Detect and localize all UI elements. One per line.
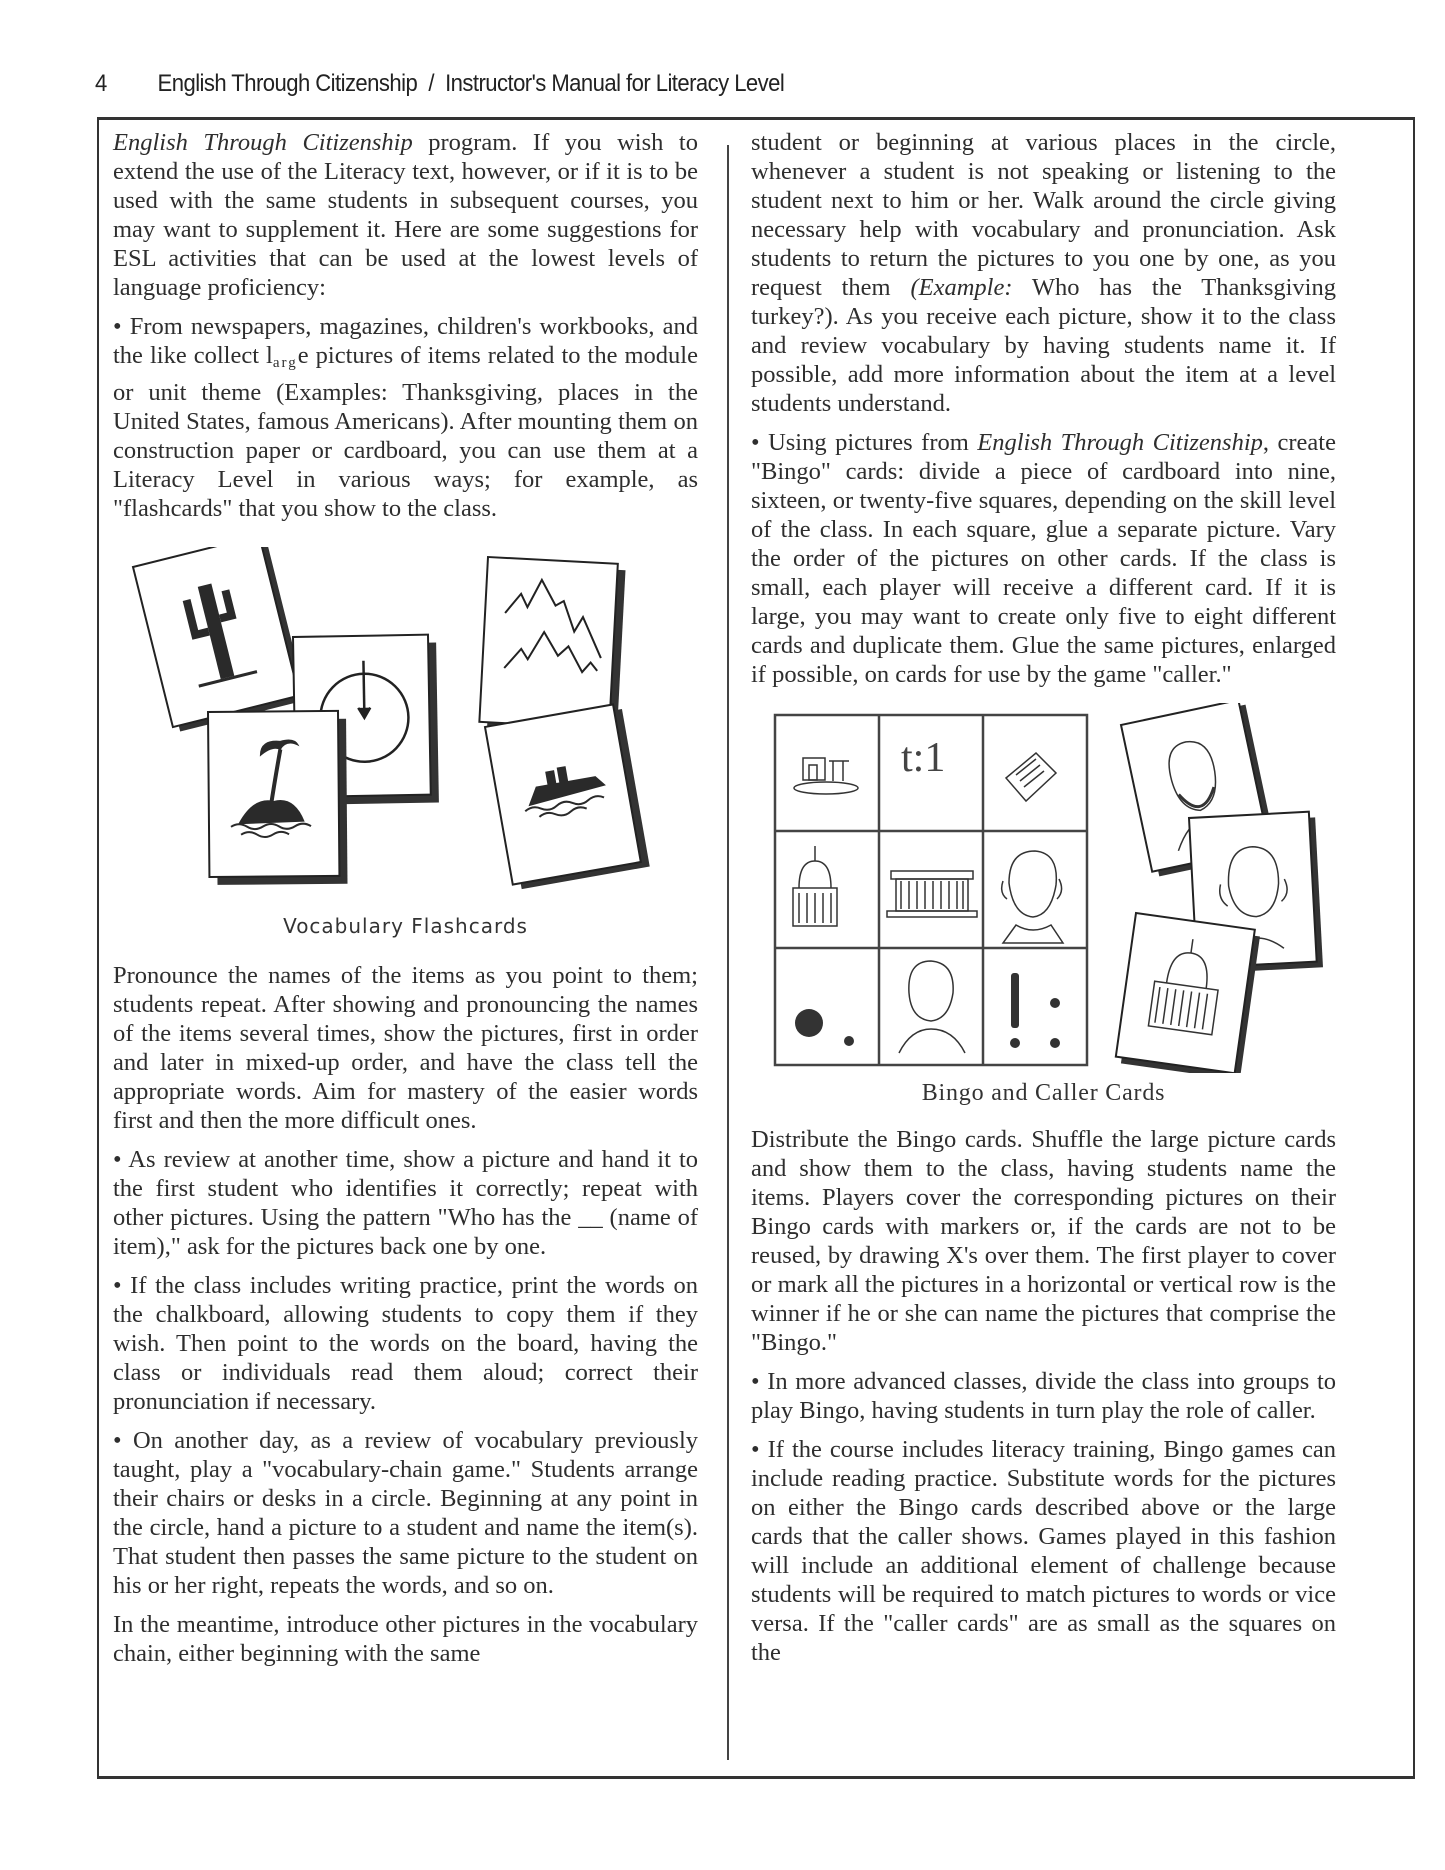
book-title-italic: English Through Citizenship — [113, 129, 413, 156]
monument-icon — [794, 758, 858, 794]
intro-paragraph: English Through Citizenship program. If you wish to extend the use of the Literacy text, however, or if it is to be used with the same students in subsequent courses, you may want to supplement it. Here are some suggestions for ESL activities that can be used at the lowest levels of language proficiency: — [113, 129, 698, 301]
running-header — [95, 70, 784, 98]
bingo-caller-figure — [751, 703, 1336, 1073]
ship-card — [485, 703, 650, 890]
president-portrait-icon — [899, 961, 965, 1053]
pronounce-paragraph: Pronounce the names of the items as you point to them; students repeat. After showing and pronouncing the names of the items several times, show the pictures, first in order and later in mixed-up order, and have the class tell the appropriate words. Aim for mastery of the easier words first and then the more difficult ones. — [113, 962, 698, 1134]
dot-symbol-icon — [795, 1009, 854, 1046]
meantime-paragraph: In the meantime, introduce other pictures in the vocabulary chain, either beginning with the same — [113, 1611, 698, 1667]
page-number: 4 — [95, 70, 107, 97]
running-title: English Through Citizenship / Instructor's Manual for Literacy Level — [157, 70, 785, 97]
bingo-illustration — [751, 703, 1336, 1073]
bingo-text-cell: t:1 — [901, 735, 946, 781]
right-column — [751, 128, 1336, 1677]
bullet-bingo-cards: • Using pictures from English Through Citizenship, create "Bingo" cards: divide a piece of cardboard into nine, sixteen, or twenty-five squares, depending on the skill level of the class. In each square, glue a separate picture. Vary the order of the pictures on other cards. If the class is small, each player will receive a different card. If it is large, you may want to create only five to eight different cards and duplicate them. Glue the same pictures, enlarged if possible, on cards for use by the game "caller." — [751, 429, 1336, 688]
cactus-card — [133, 547, 306, 733]
left-column — [113, 128, 698, 1678]
palm-island-card — [208, 711, 348, 885]
bullet-advanced-classes: • In more advanced classes, divide the class into groups to play Bingo, having students in turn play the role of caller. — [751, 1368, 1336, 1424]
bullet-review: • As review at another time, show a picture and hand it to the first student who identifies it correctly; repeat with other pictures. Using the pattern "Who has the __ (name of item)," ask for the pictures back one by one. — [113, 1146, 698, 1260]
washington-portrait-icon — [1002, 851, 1063, 943]
figure-caption-bingo: Bingo and Caller Cards — [921, 1080, 1166, 1106]
vocabulary-flashcards-figure — [113, 547, 698, 907]
bullet-collect-pictures: • From newspapers, magazines, children's workbooks, and the like collect $l_{arg}e$ pictures of items related to the module or unit theme (Examples: Thanksgiving, places in the United States, famous Americans). After mounting them on construction paper or cardboard, you can use them at a Literacy Level in various ways; for example, as "flashcards" that you show to the class. — [113, 313, 698, 522]
bullet-vocabulary-chain: • On another day, as a review of vocabulary previously taught, play a "vocabulary-chain game." Students arrange their chairs or desks in a circle. Beginning at any point in the circle, hand a picture to a student and name the item(s). That student then passes the same picture to the student on his or her right, repeats the words, and so on. — [113, 1427, 698, 1599]
bullet-writing-practice: • If the class includes writing practice, print the words on the chalkboard, allowing students to copy them if they wish. Then point to the words on the board, having the class or individuals read them aloud; correct their pronunciation if necessary. — [113, 1272, 698, 1415]
exclamation-symbol-icon — [1010, 973, 1060, 1048]
flashcards-illustration — [113, 547, 698, 907]
column-divider — [727, 145, 729, 1760]
figure-caption-flashcards: Vocabulary Flashcards — [283, 914, 528, 938]
capitol-icon — [793, 846, 837, 926]
memorial-icon — [887, 871, 977, 917]
caller-card-capitol — [1115, 913, 1261, 1073]
distribute-paragraph: Distribute the Bingo cards. Shuffle the large picture cards and show them to the class, having students name the items. Players cover the corresponding pictures on their Bingo cards with markers or, if the cards are not to be reused, by drawing X's over them. The first player to cover or mark all the pictures in a horizontal or vertical row is the winner if he or she can name the pictures that comprise the "Bingo." — [751, 1126, 1336, 1356]
bullet-literacy-training: • If the course includes literacy training, Bingo games can include reading practice. Substitute words for the pictures on either the Bingo cards described above or the large cards that the caller shows. Games played in this fashion will include an additional element of challenge because students will be required to match pictures to words or vice versa. If the "caller cards" are as small as the squares on the — [751, 1436, 1336, 1666]
continued-paragraph: student or beginning at various places in the circle, whenever a student is not speaking or listening to the student next to him or her. Walk around the circle giving necessary help with vocabulary and pronunciation. Ask students to return the pictures to you one by one, as you request them (Example: Who has the Thanksgiving turkey?). As you receive each picture, show it to the class and review vocabulary by having students name it. If possible, add more information about the item at a level students understand. — [751, 129, 1336, 417]
document-icon — [1006, 753, 1056, 801]
